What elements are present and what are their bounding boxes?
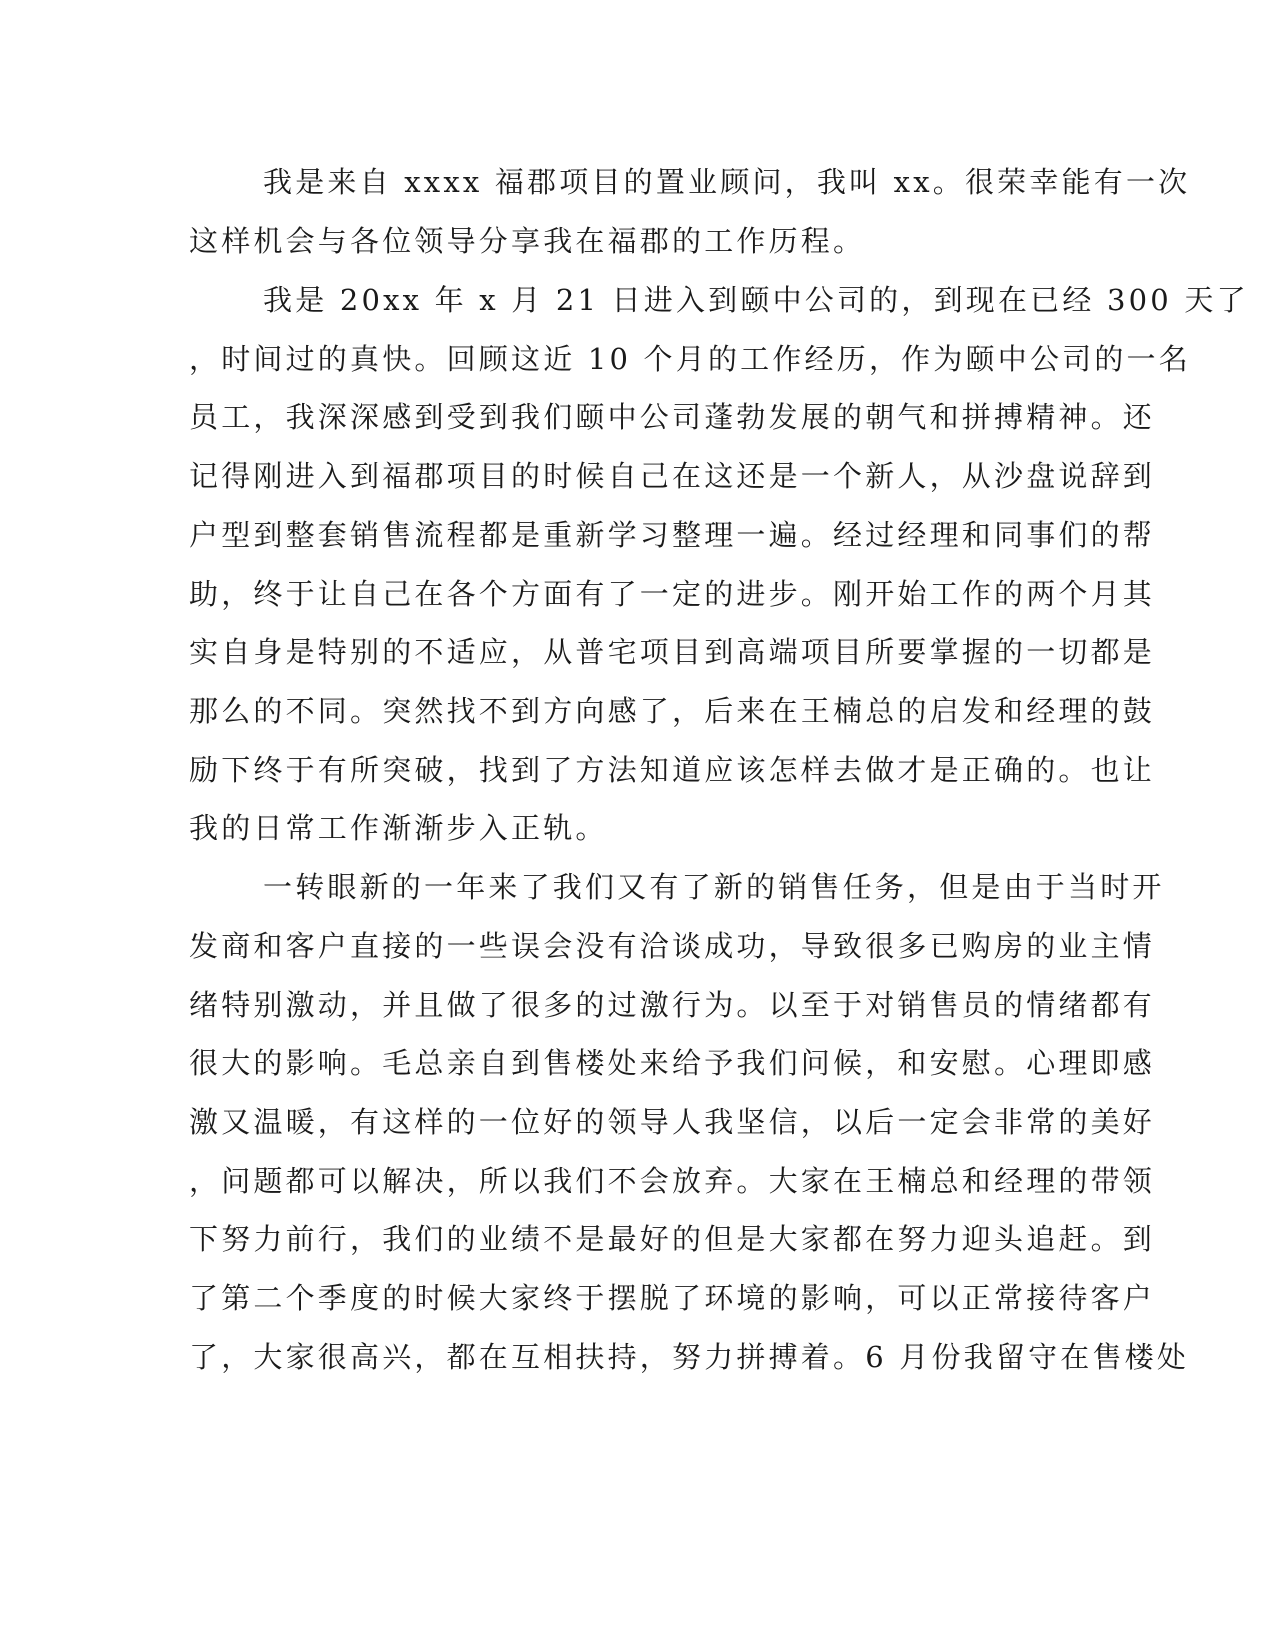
paragraph-3-line-3: 绪特别激动，并且做了很多的过激行为。以至于对销售员的情绪都有 bbox=[189, 988, 1156, 1022]
paragraph-1-line-1: 我是来自 xxxx 福郡项目的置业顾问，我叫 xx。很荣幸能有一次 bbox=[263, 165, 1191, 199]
paragraph-3-line-6: ，问题都可以解决，所以我们不会放弃。大家在王楠总和经理的带领 bbox=[189, 1164, 1156, 1198]
paragraph-1-line-2: 这样机会与各位领导分享我在福郡的工作历程。 bbox=[189, 224, 866, 258]
paragraph-3-line-9: 了，大家很高兴，都在互相扶持，努力拼搏着。6 月份我留守在售楼处 bbox=[189, 1340, 1190, 1374]
paragraph-2-line-3: 员工，我深深感到受到我们颐中公司蓬勃发展的朝气和拼搏精神。还 bbox=[189, 400, 1156, 434]
paragraph-2-line-2: ，时间过的真快。回顾这近 10 个月的工作经历，作为颐中公司的一名 bbox=[189, 342, 1191, 376]
paragraph-3-line-7: 下努力前行，我们的业绩不是最好的但是大家都在努力迎头追赶。到 bbox=[189, 1222, 1156, 1256]
paragraph-2-line-5: 户型到整套销售流程都是重新学习整理一遍。经过经理和同事们的帮 bbox=[189, 518, 1156, 552]
paragraph-2-line-7: 实自身是特别的不适应，从普宅项目到高端项目所要掌握的一切都是 bbox=[189, 635, 1156, 669]
paragraph-3-line-8: 了第二个季度的时候大家终于摆脱了环境的影响，可以正常接待客户 bbox=[189, 1281, 1156, 1315]
paragraph-3-line-4: 很大的影响。毛总亲自到售楼处来给予我们问候，和安慰。心理即感 bbox=[189, 1046, 1156, 1080]
paragraph-2-line-10: 我的日常工作渐渐步入正轨。 bbox=[189, 811, 608, 845]
paragraph-3-line-2: 发商和客户直接的一些误会没有洽谈成功，导致很多已购房的业主情 bbox=[189, 929, 1156, 963]
paragraph-3-line-1: 一转眼新的一年来了我们又有了新的销售任务，但是由于当时开 bbox=[263, 870, 1165, 904]
paragraph-2-line-9: 励下终于有所突破，找到了方法知道应该怎样去做才是正确的。也让 bbox=[189, 753, 1156, 787]
paragraph-2-line-1: 我是 20xx 年 x 月 21 日进入到颐中公司的，到现在已经 300 天了 bbox=[263, 283, 1249, 317]
paragraph-3-line-5: 激又温暖，有这样的一位好的领导人我坚信，以后一定会非常的美好 bbox=[189, 1105, 1156, 1139]
paragraph-2-line-4: 记得刚进入到福郡项目的时候自己在这还是一个新人，从沙盘说辞到 bbox=[189, 459, 1156, 493]
paragraph-2-line-8: 那么的不同。突然找不到方向感了，后来在王楠总的启发和经理的鼓 bbox=[189, 694, 1156, 728]
paragraph-2-line-6: 助，终于让自己在各个方面有了一定的进步。刚开始工作的两个月其 bbox=[189, 577, 1156, 611]
